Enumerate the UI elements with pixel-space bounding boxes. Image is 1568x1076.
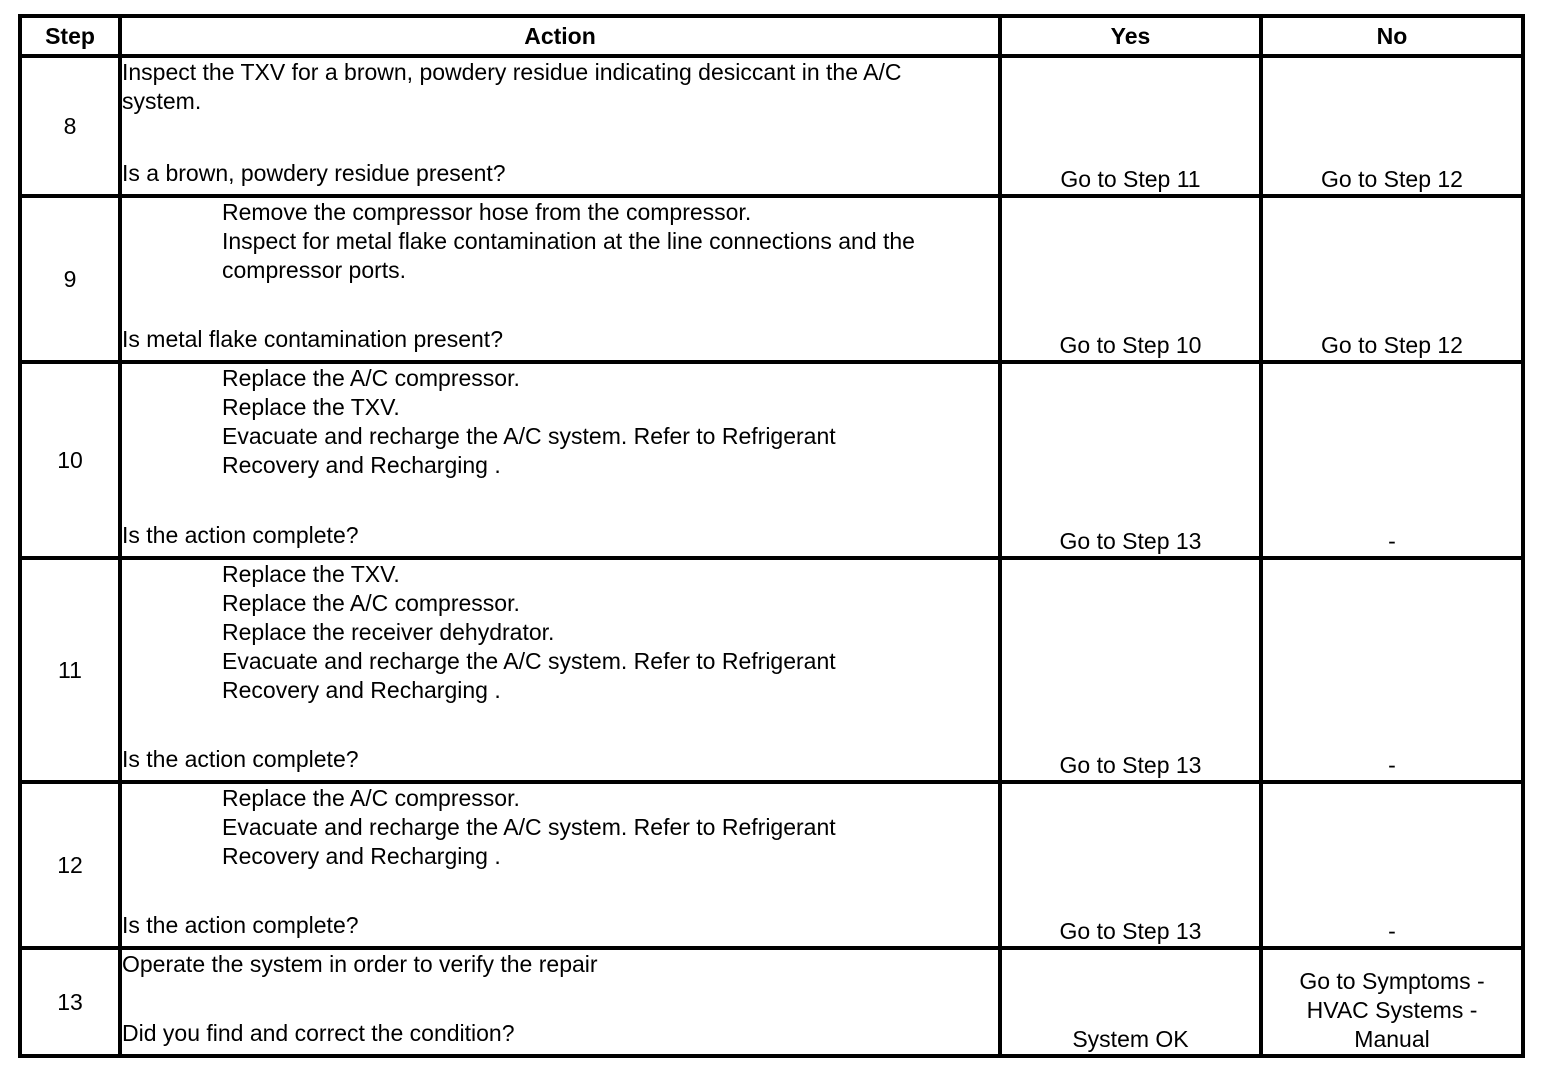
action-lines xyxy=(122,198,998,285)
table-row xyxy=(20,948,1523,1056)
action-question: Is the action complete? xyxy=(122,912,359,938)
action-line: Operate the system in order to verify the repair xyxy=(122,951,598,977)
action-question: Is the action complete? xyxy=(122,522,359,548)
header-no: No xyxy=(1261,16,1523,56)
action-lines xyxy=(122,364,998,480)
action-lines xyxy=(122,58,998,116)
action-line: Evacuate and recharge the A/C system. Refer to Refrigerant Recovery and Recharging . xyxy=(222,423,836,478)
step-number: 8 xyxy=(20,56,120,196)
yes-result: Go to Step 13 xyxy=(1000,362,1261,558)
action-question: Is a brown, powdery residue present? xyxy=(122,160,506,186)
action-lines xyxy=(122,950,998,979)
action-line: Inspect the TXV for a brown, powdery residue indicating desiccant in the A/C system. xyxy=(122,59,902,114)
action-line: Replace the TXV. xyxy=(222,394,400,420)
yes-result: Go to Step 13 xyxy=(1000,558,1261,782)
action-line: Replace the A/C compressor. xyxy=(222,785,520,811)
action-cell xyxy=(120,948,1000,1056)
action-lines xyxy=(122,784,998,871)
action-line: Replace the A/C compressor. xyxy=(222,590,520,616)
step-number: 10 xyxy=(20,362,120,558)
header-row xyxy=(20,16,1523,56)
no-result: Go to Symptoms - HVAC Systems - Manual xyxy=(1261,948,1523,1056)
no-result: Go to Step 12 xyxy=(1261,196,1523,362)
yes-result: Go to Step 13 xyxy=(1000,782,1261,948)
action-question: Is the action complete? xyxy=(122,746,359,772)
action-line: Inspect for metal flake contamination at the line connections and the compressor ports. xyxy=(222,228,915,283)
step-number: 9 xyxy=(20,196,120,362)
step-number: 11 xyxy=(20,558,120,782)
action-cell xyxy=(120,56,1000,196)
action-cell xyxy=(120,196,1000,362)
action-line: Evacuate and recharge the A/C system. Refer to Refrigerant Recovery and Recharging . xyxy=(222,648,836,703)
table-row xyxy=(20,362,1523,558)
step-number: 13 xyxy=(20,948,120,1056)
action-cell xyxy=(120,558,1000,782)
action-lines xyxy=(122,560,998,705)
action-question: Is metal flake contamination present? xyxy=(122,326,503,352)
no-result: - xyxy=(1261,558,1523,782)
action-line: Replace the TXV. xyxy=(222,561,400,587)
action-cell xyxy=(120,362,1000,558)
action-line: Replace the receiver dehydrator. xyxy=(222,619,555,645)
action-cell xyxy=(120,782,1000,948)
table-row xyxy=(20,196,1523,362)
table-row xyxy=(20,782,1523,948)
action-line: Evacuate and recharge the A/C system. Refer to Refrigerant Recovery and Recharging . xyxy=(222,814,836,869)
diagnostic-table xyxy=(18,14,1525,1058)
no-result: - xyxy=(1261,362,1523,558)
header-step: Step xyxy=(20,16,120,56)
no-result: - xyxy=(1261,782,1523,948)
yes-result: Go to Step 10 xyxy=(1000,196,1261,362)
action-line: Remove the compressor hose from the compressor. xyxy=(222,199,752,225)
step-number: 12 xyxy=(20,782,120,948)
action-question: Did you find and correct the condition? xyxy=(122,1020,515,1046)
header-yes: Yes xyxy=(1000,16,1261,56)
action-line: Replace the A/C compressor. xyxy=(222,365,520,391)
header-action: Action xyxy=(120,16,1000,56)
yes-result: System OK xyxy=(1000,948,1261,1056)
table-row xyxy=(20,558,1523,782)
table-row xyxy=(20,56,1523,196)
no-result: Go to Step 12 xyxy=(1261,56,1523,196)
yes-result: Go to Step 11 xyxy=(1000,56,1261,196)
